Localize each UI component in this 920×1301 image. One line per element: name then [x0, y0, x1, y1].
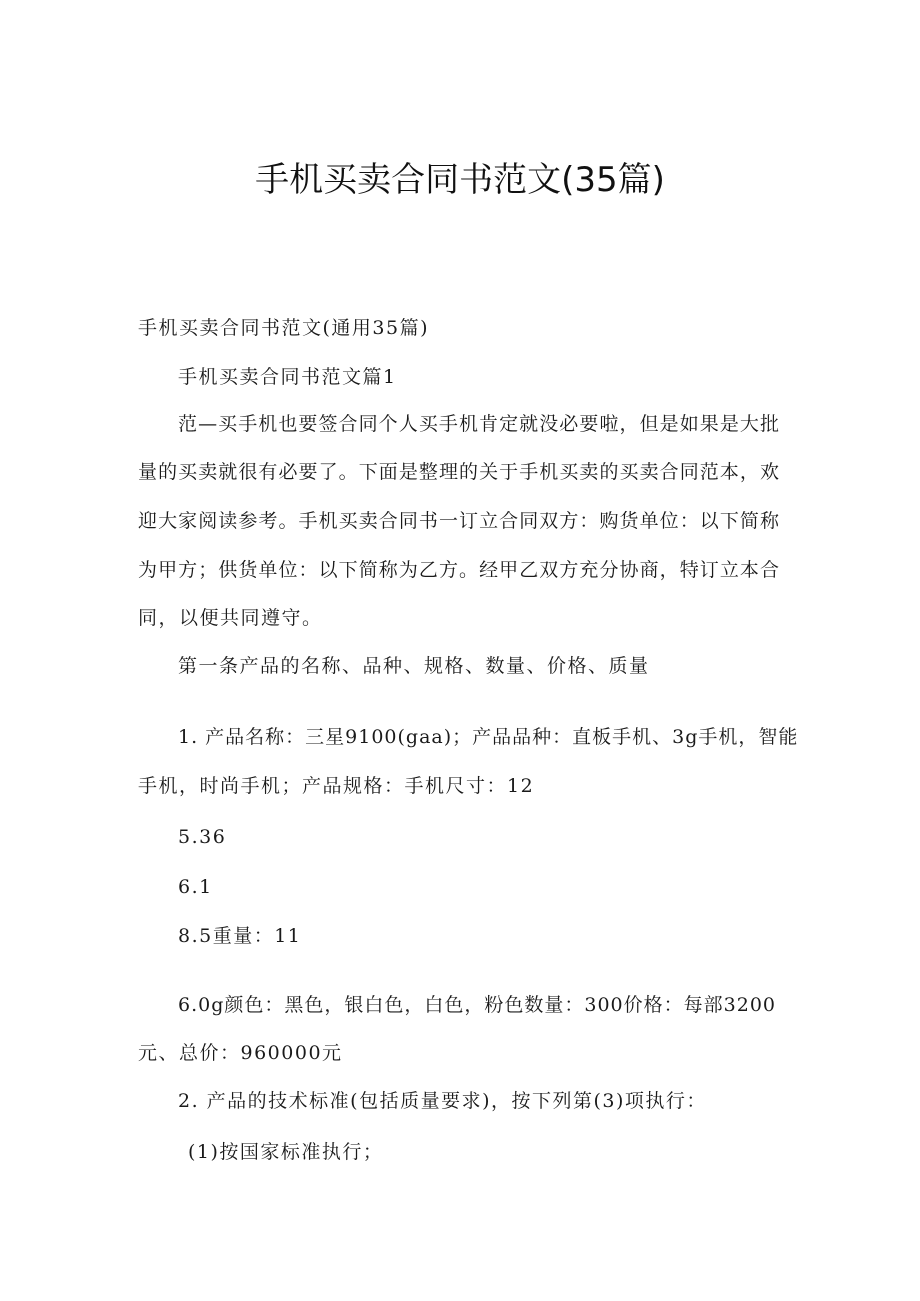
paragraph-line: 1. 产品名称：三星9100(gaa)；产品品种：直板手机、3g手机，智能 [178, 726, 799, 748]
paragraph-line: 手机，时尚手机；产品规格：手机尺寸：12 [138, 775, 535, 797]
paragraph-line: 为甲方；供货单位：以下简称为乙方。经甲乙双方充分协商，特订立本合 [138, 559, 780, 581]
paragraph-line: 迎大家阅读参考。手机买卖合同书一订立合同双方：购货单位：以下简称 [138, 510, 780, 532]
clause-heading: 第一条产品的名称、品种、规格、数量、价格、质量 [178, 655, 650, 677]
paragraph-line: 范—买手机也要签合同个人买手机肯定就没必要啦，但是如果是大批 [178, 413, 780, 435]
document-title: 手机买卖合同书范文(35篇) [255, 160, 665, 200]
paragraph-line: 量的买卖就很有必要了。下面是整理的关于手机买卖的买卖合同范本，欢 [138, 461, 780, 483]
value-line: 5.36 [178, 826, 227, 848]
clause-item: 2. 产品的技术标准(包括质量要求)，按下列第(3)项执行： [178, 1090, 707, 1112]
paragraph-line: 6.0g颜色：黑色，银白色，白色，粉色数量：300价格：每部3200 [178, 994, 776, 1016]
section-heading: 手机买卖合同书范文篇1 [178, 366, 397, 388]
paragraph-line: 元、总价：960000元 [138, 1042, 343, 1064]
document-subtitle: 手机买卖合同书范文(通用35篇) [138, 317, 430, 339]
clause-subitem: (1)按国家标准执行； [188, 1141, 384, 1163]
value-line: 6.1 [178, 876, 213, 898]
paragraph-line: 同，以便共同遵守。 [138, 607, 323, 629]
value-line: 8.5重量：11 [178, 925, 302, 947]
